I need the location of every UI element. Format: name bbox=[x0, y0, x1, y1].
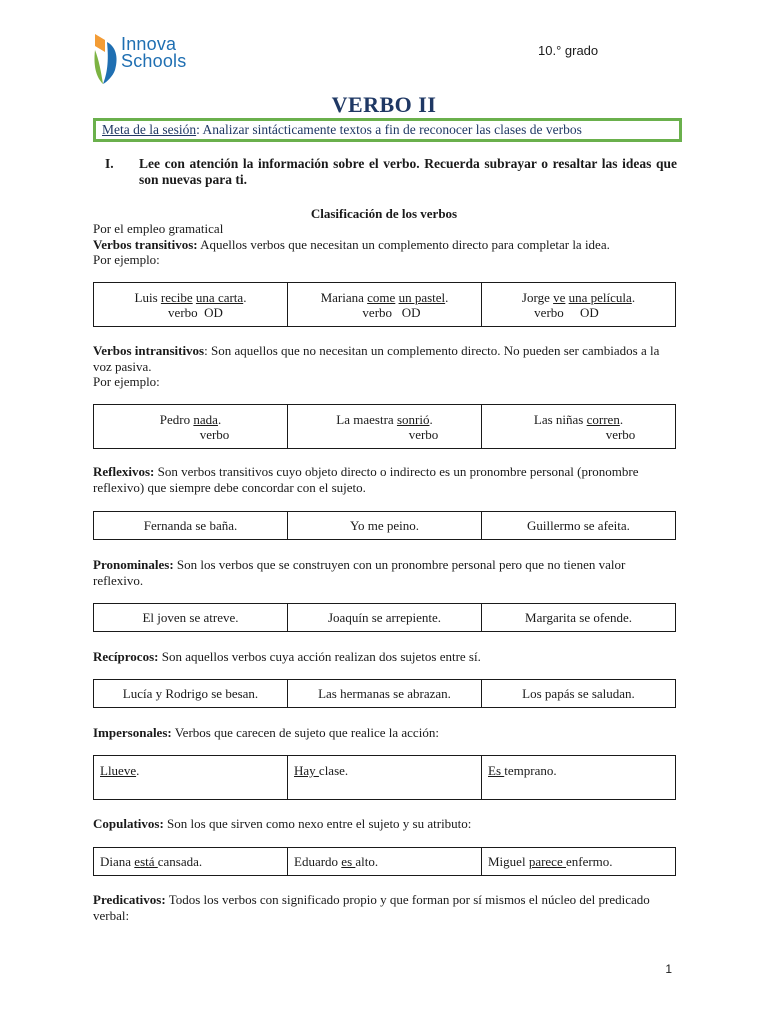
predicativos-section bbox=[93, 892, 675, 923]
reciprocos-def: Son aquellos verbos cuya acción realizan dos sujetos entre sí. bbox=[158, 649, 481, 664]
table-cell: Miguel parece enfermo. bbox=[482, 848, 676, 876]
transitivos-table bbox=[93, 282, 676, 327]
reflexivos-table bbox=[93, 511, 676, 540]
pronominales-table bbox=[93, 603, 676, 632]
instruction-number: I. bbox=[105, 156, 114, 171]
table-cell: Jorge ve una película. verbo OD bbox=[482, 283, 676, 327]
intransitivos-example-label: Por ejemplo: bbox=[93, 374, 160, 389]
pronominales-def: Son los verbos que se construyen con un pronombre personal pero que no tienen valor reflexivo. bbox=[93, 557, 626, 588]
page-title: VERBO II bbox=[331, 92, 437, 117]
transitivos-def: Aquellos verbos que necesitan un complemento directo para completar la idea. bbox=[197, 236, 610, 252]
verb-label: verbo bbox=[408, 426, 439, 442]
predicativos-def: Todos los verbos con significado propio y que forman por sí mismos el núcleo del predicado verbal: bbox=[93, 892, 650, 923]
table-cell: Yo me peino. bbox=[288, 512, 482, 540]
instruction-text: Lee con atención la información sobre el verbo. Recuerda subrayar o resaltar las ideas que son nuevas para ti. bbox=[139, 156, 677, 187]
reciprocos-table bbox=[93, 679, 676, 708]
impersonales-section bbox=[93, 725, 675, 741]
impersonales-term: Impersonales: bbox=[93, 725, 172, 740]
reflexivos-term: Reflexivos: bbox=[93, 464, 155, 479]
intransitivos-section bbox=[93, 343, 675, 390]
copulativos-def: Son los que sirven como nexo entre el sujeto y su atributo: bbox=[163, 816, 472, 831]
verb-label: verbo bbox=[199, 426, 230, 442]
transitivos-term: Verbos transitivos: bbox=[93, 236, 198, 252]
logo-line-2: Schools bbox=[121, 51, 187, 71]
transitivos-intro: Por el empleo gramatical bbox=[93, 221, 224, 236]
table-cell: Pedro nada. verbo bbox=[94, 405, 288, 449]
transitivos-example-label: Por ejemplo: bbox=[93, 252, 160, 267]
reciprocos-section bbox=[93, 649, 675, 665]
table-cell: Diana está cansada. bbox=[94, 848, 288, 876]
logo-line-1: Innova bbox=[121, 34, 177, 54]
verb-od-label: verbo OD bbox=[534, 304, 599, 320]
table-cell: Las niñas corren. verbo bbox=[482, 405, 676, 449]
table-cell: Los papás se saludan. bbox=[482, 680, 676, 708]
reflexivos-def: Son verbos transitivos cuyo objeto directo o indirecto es un pronombre personal (pronombre reflexivo) que siempre debe concordar con el sujeto. bbox=[93, 464, 639, 495]
innova-schools-logo bbox=[93, 30, 223, 88]
transitivos-section bbox=[93, 221, 675, 268]
pronominales-term: Pronominales: bbox=[93, 557, 174, 572]
session-goal-label: Meta de la sesión bbox=[102, 122, 197, 137]
table-cell: Luis recibe una carta. verbo OD bbox=[94, 283, 288, 327]
table-cell: Fernanda se baña. bbox=[94, 512, 288, 540]
table-cell: Margarita se ofende. bbox=[482, 604, 676, 632]
copulativos-section bbox=[93, 816, 675, 832]
verb-label: verbo bbox=[605, 426, 636, 442]
verb-od-label: verbo OD bbox=[362, 304, 421, 320]
logo-mark-icon bbox=[93, 30, 121, 86]
impersonales-table bbox=[93, 755, 676, 800]
impersonales-def: Verbos que carecen de sujeto que realice la acción: bbox=[171, 725, 439, 740]
predicativos-term: Predicativos: bbox=[93, 892, 166, 907]
reflexivos-section bbox=[93, 464, 675, 495]
intransitivos-term: Verbos intransitivos bbox=[93, 343, 205, 358]
section-subtitle: Clasificación de los verbos bbox=[310, 206, 458, 221]
pronominales-section bbox=[93, 557, 675, 588]
verb-od-label: verbo OD bbox=[168, 304, 223, 320]
table-cell: Hay clase. bbox=[288, 756, 482, 800]
table-cell: Guillermo se afeita. bbox=[482, 512, 676, 540]
session-goal-text: : Analizar sintácticamente textos a fin de reconocer las clases de verbos bbox=[196, 122, 582, 137]
table-cell: Lucía y Rodrigo se besan. bbox=[94, 680, 288, 708]
table-cell: Es temprano. bbox=[482, 756, 676, 800]
table-cell: Eduardo es alto. bbox=[288, 848, 482, 876]
intransitivos-table bbox=[93, 404, 676, 449]
logo-text bbox=[121, 36, 186, 70]
table-cell: Las hermanas se abrazan. bbox=[288, 680, 482, 708]
table-cell: Llueve. bbox=[94, 756, 288, 800]
table-cell: La maestra sonrió. verbo bbox=[288, 405, 482, 449]
intransitivos-def: : Son aquellos que no necesitan un complemento directo. No pueden ser cambiados a la voz pasiva. bbox=[93, 343, 660, 374]
page-number: 1 bbox=[665, 962, 672, 976]
grade-label: 10.° grado bbox=[538, 43, 599, 58]
table-cell: Mariana come un pastel. verbo OD bbox=[288, 283, 482, 327]
table-cell: Joaquín se arrepiente. bbox=[288, 604, 482, 632]
table-cell: El joven se atreve. bbox=[94, 604, 288, 632]
copulativos-table bbox=[93, 847, 676, 876]
reciprocos-term: Recíprocos: bbox=[93, 649, 159, 664]
session-goal-box bbox=[93, 118, 682, 142]
copulativos-term: Copulativos: bbox=[93, 816, 164, 831]
